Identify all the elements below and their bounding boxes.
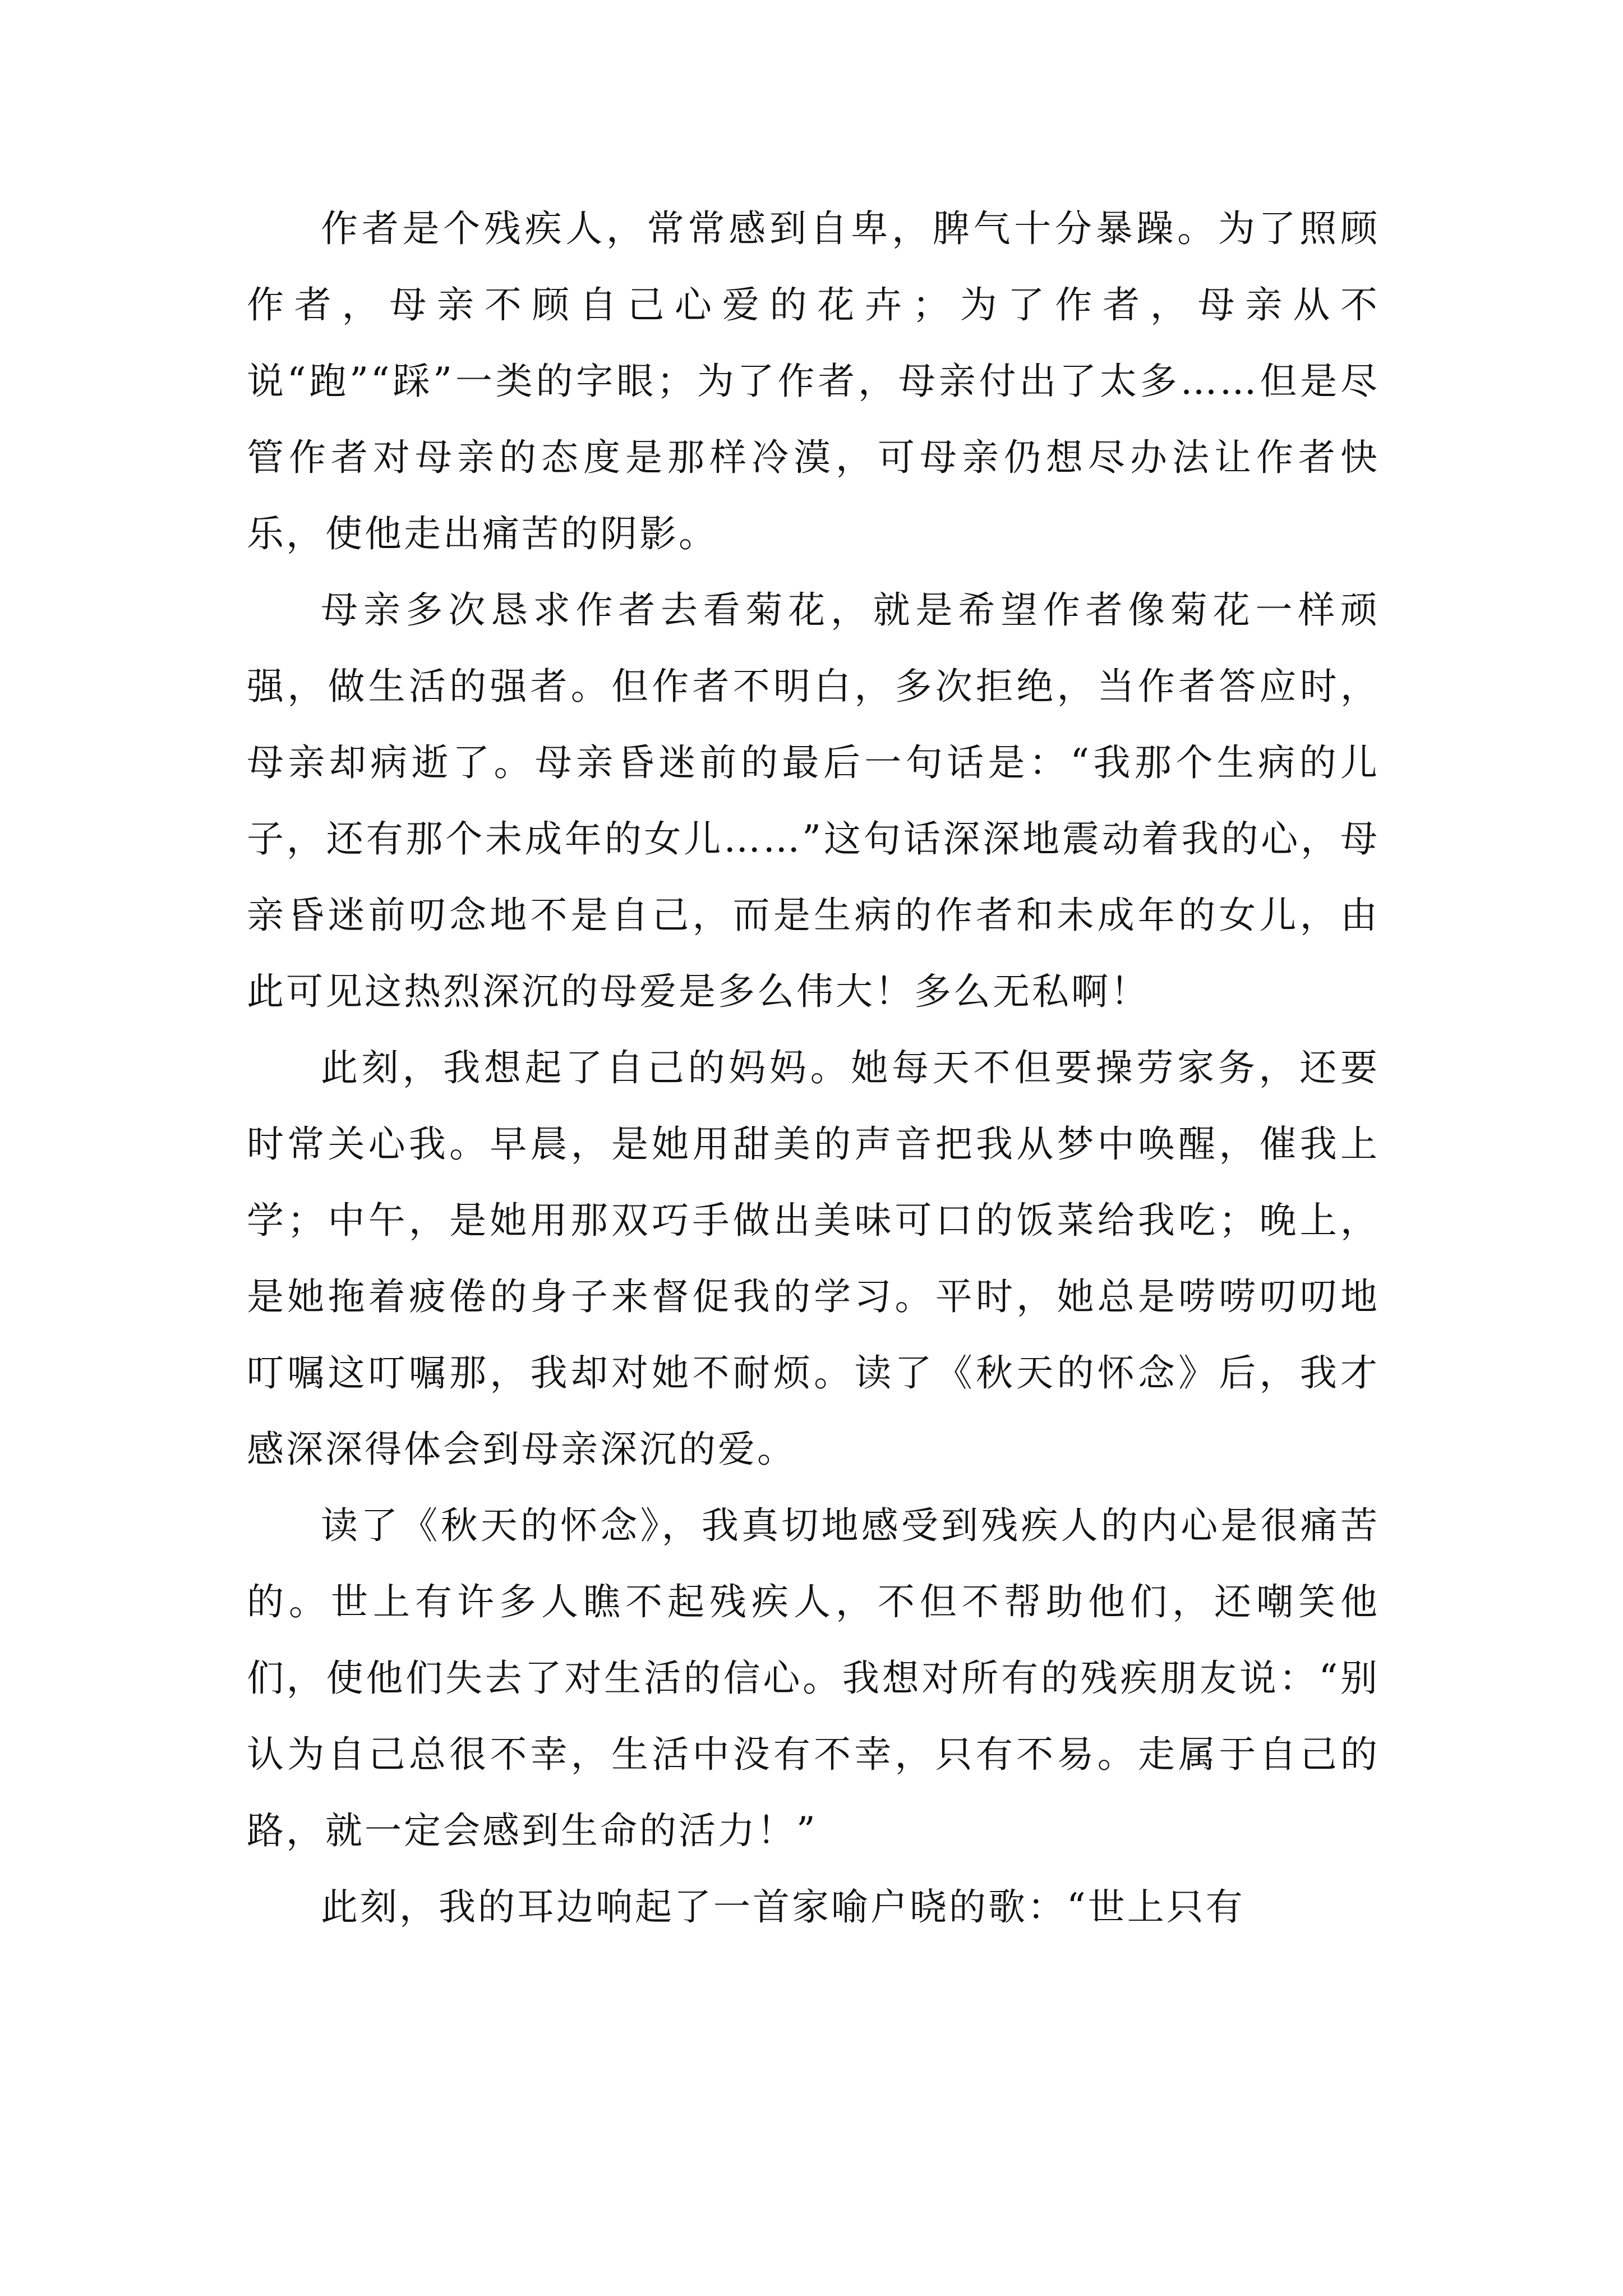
paragraph-2: 母亲多次恳求作者去看菊花，就是希望作者像菊花一样顽强，做生活的强者。但作者不明白，多次拒绝，当作者答应时，母亲却病逝了。母亲昏迷前的最后一句话是：“我那个生病的儿子，还有那个未成年的女儿……”这句话深深地震动着我的心，母亲昏迷前叨念地不是自己，而是生病的作者和未成年的女儿，由此可见这热烈深沉的母爱是多么伟大！多么无私啊！ [247,588,1380,1013]
paragraph-5: 此刻，我的耳边响起了一首家喻户晓的歌：“世上只有 [321,1885,1245,1929]
paragraph-4: 读了《秋天的怀念》，我真切地感受到残疾人的内心是很痛苦的。世上有许多人瞧不起残疾人，不但不帮助他们，还嘲笑他们，使他们失去了对生活的信心。我想对所有的残疾朋友说：“别认为自己总很不幸，生活中没有不幸，只有不易。走属于自己的路，就一定会感到生命的活力！” [247,1504,1380,1852]
paragraph-3: 此刻，我想起了自己的妈妈。她每天不但要操劳家务，还要时常关心我。早晨，是她用甜美的声音把我从梦中唤醒，催我上学；中午，是她用那双巧手做出美味可口的饭菜给我吃；晚上，是她拖着疲倦的身子来督促我的学习。平时，她总是唠唠叨叨地叮嘱这叮嘱那，我却对她不耐烦。读了《秋天的怀念》后，我才感深深得体会到母亲深沉的爱。 [247,1046,1380,1471]
essay-body [247,191,1380,1945]
paragraph-1: 作者是个残疾人，常常感到自卑，脾气十分暴躁。为了照顾作者，母亲不顾自己心爱的花卉；为了作者，母亲从不说“跑”“踩”一类的字眼；为了作者，母亲付出了太多……但是尽管作者对母亲的态度是那样冷漠，可母亲仍想尽办法让作者快乐，使他走出痛苦的阴影。 [247,207,1380,555]
